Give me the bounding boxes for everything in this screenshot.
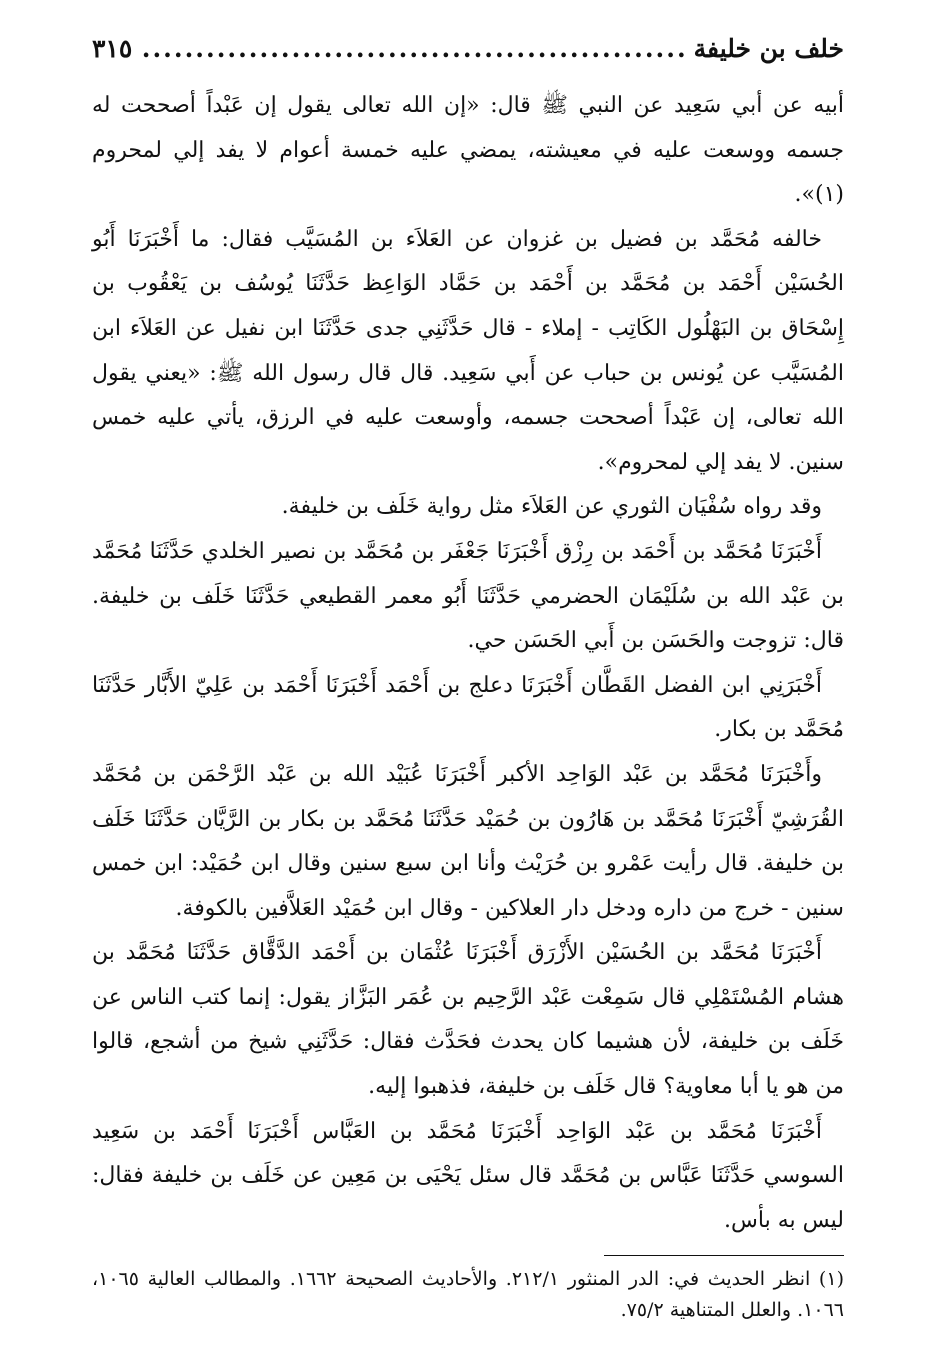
page-number: ٣١٥ xyxy=(92,34,133,63)
paragraph: أَخْبَرَنِي ابن الفضل القَطَّان أَخْبَرَنَا دعلج بن أَحْمَد أَخْبَرَنَا أَحْمَد بن عَلِيّ الأَبَّار حَدَّثَنَا مُحَمَّد بن بكار. xyxy=(92,672,844,743)
footnote: (١) انظر الحديث في: الدر المنثور ٢١٢/١. والأحاديث الصحيحة ١٦٦٢. والمطالب العالية ١٠٦٥، ١٠٦٦. والعلل المتناهية ٧٥/٢. xyxy=(92,1268,844,1322)
page-body xyxy=(92,84,844,1243)
paragraph: وأَخْبَرَنَا مُحَمَّد بن عَبْد الوَاحِد الأكبر أَخْبَرَنَا عُبَيْد الله بن عَبْد الرَّحْمَن بن مُحَمَّد القُرَشِيّ أَخْبَرَنَا مُحَمَّد بن هَارُون بن حُمَيْد حَدَّثَنَا مُحَمَّد بن بكار بن الرَّيَّان حَدَّثَنَا خَلَف بن خليفة. قال رأيت عَمْرو بن حُرَيْث وأنا ابن سبع سنين وقال ابن حُمَيْد: ابن خمس سنين - خرج من داره ودخل دار العلاكين - وقال ابن حُمَيْد العَلاَّفين بالكوفة. xyxy=(92,761,844,921)
paragraph: أَخْبَرَنَا مُحَمَّد بن الحُسَيْن الأَزْرَق أَخْبَرَنَا عُثْمَان بن أَحْمَد الدَّقَّاق حَدَّثَنَا مُحَمَّد بن هشام المُسْتَمْلِي قال سَمِعْت عَبْد الرَّحِيم بن عُمَر البَزَّاز يقول: إنما كتب الناس عن خَلَف بن خليفة، لأن هشيما كان يحدث فحَدَّث فقال: حَدَّثَنِي شيخ من أشجع، قالوا من هو يا أبا معاوية؟ قال خَلَف بن خليفة، فذهبوا إليه. xyxy=(92,940,844,1100)
footnotes xyxy=(92,1264,844,1326)
paragraph: خالفه مُحَمَّد بن فضيل بن غزوان عن العَلاَء بن المُسَيَّب فقال: ما أَخْبَرَنَا أَبُو الحُسَيْن أَحْمَد بن مُحَمَّد بن أَحْمَد بن حَمَّاد الوَاعِظ حَدَّثَنَا يُوسُف بن يَعْقُوب بن إِسْحَاق بن البَهْلُول الكَاتِب - إملاء - قال حَدَّثَنِي جدى حَدَّثَنَا ابن نفيل عن العَلاَء ابن المُسَيَّب عن يُونس بن حباب عن أَبي سَعِيد. قال قال رسول الله ﷺ: «يعني يقول الله تعالى، إن عَبْداً أصححت جسمه، وأوسعت عليه في الرزق، يأتي عليه خمس سنين. لا يفد إلي لمحروم». xyxy=(92,226,844,475)
dot-leader xyxy=(138,34,687,63)
running-title: خلف بن خليفة xyxy=(693,34,844,63)
page-header xyxy=(92,34,844,84)
paragraph: وقد رواه سُفْيَان الثوري عن العَلاَء مثل رواية خَلَف بن خليفة. xyxy=(281,494,822,520)
book-page xyxy=(92,34,844,1326)
paragraph-continued: أبيه عن أبي سَعِيد عن النبي ﷺ قال: «إن الله تعالى يقول إن عَبْداً أصححت له جسمه ووسعت عليه في معيشته، يمضي عليه خمسة أعوام لا يفد إلي لمحروم (١)». xyxy=(92,93,844,208)
paragraph: أَخْبَرَنَا مُحَمَّد بن عَبْد الوَاحِد أَخْبَرَنَا مُحَمَّد بن العَبَّاس أَخْبَرَنَا أَحْمَد بن سَعِيد السوسي حَدَّثَنَا عَبَّاس بن مُحَمَّد قال سئل يَحْيَى بن مَعِين عن خَلَف بن خليفة فقال: ليس به بأس. xyxy=(92,1118,844,1233)
paragraph: أَخْبَرَنَا مُحَمَّد بن أَحْمَد بن رِزْق أَخْبَرَنَا جَعْفَر بن مُحَمَّد بن نصير الخلدي حَدَّثَنَا مُحَمَّد بن عَبْد الله بن سُلَيْمَان الحضرمي حَدَّثَنَا أَبُو معمر القطيعي حَدَّثَنَا خَلَف بن خليفة. قال: تزوجت والحَسَن بن أَبي الحَسَن حي. xyxy=(92,538,844,654)
footnote-divider xyxy=(604,1255,844,1256)
